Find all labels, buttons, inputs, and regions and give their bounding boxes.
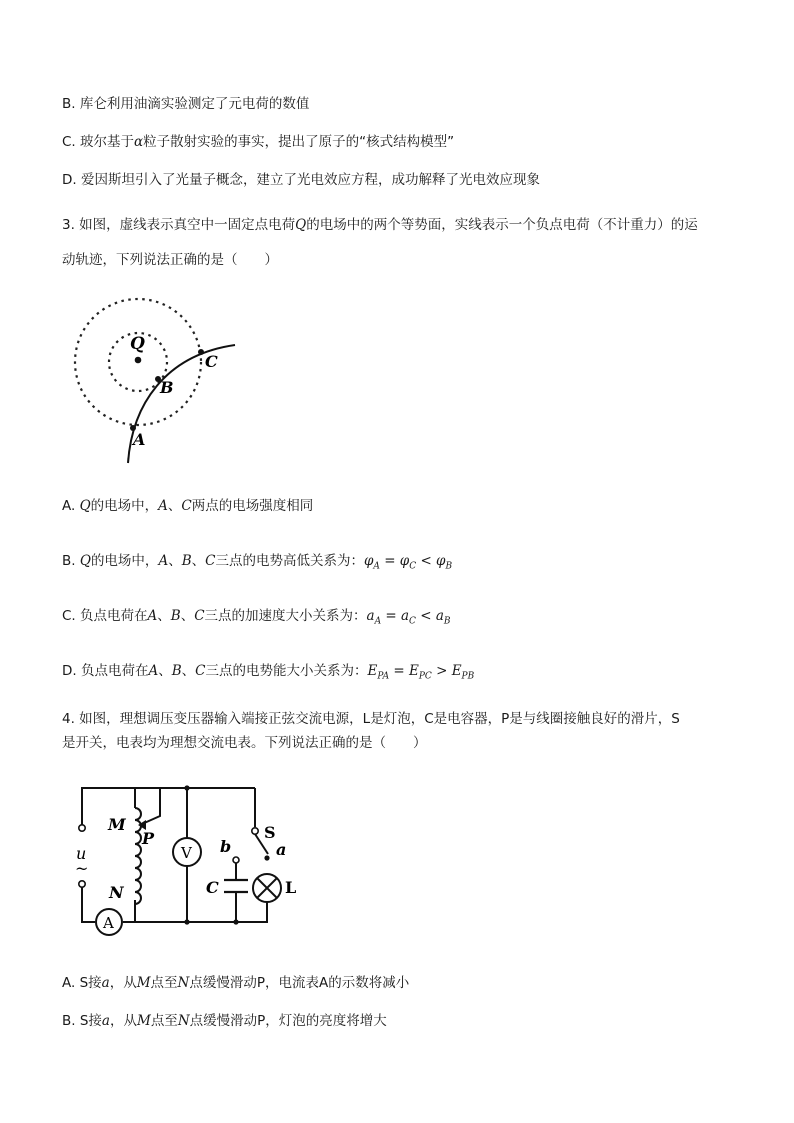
- q3-option-c: [62, 604, 451, 627]
- opt-prefix: A. S接: [62, 975, 102, 991]
- sub: PB: [461, 671, 475, 682]
- text: 、: [168, 553, 182, 569]
- sub: C: [409, 561, 417, 572]
- var-A: A: [158, 553, 169, 569]
- q2-option-b: B. 库仑利用油滴实验测定了元电荷的数值: [62, 96, 310, 112]
- q2-option-c-post: 粒子散射实验的事实，提出了原子的“核式结构模型”: [143, 134, 455, 150]
- alpha-symbol: α: [134, 134, 144, 150]
- q4-option-b: [62, 1009, 387, 1029]
- label-S: S: [264, 823, 276, 842]
- point-C: [198, 349, 204, 355]
- sub: PC: [418, 671, 432, 682]
- switch-pivot: [252, 828, 258, 834]
- junction-dot: [184, 785, 189, 790]
- junction-dot: [233, 919, 238, 924]
- q3-stem-Q: Q: [295, 217, 307, 233]
- sub: C: [409, 616, 416, 627]
- label-Q: Q: [130, 334, 145, 354]
- text: 、: [157, 608, 171, 624]
- q3-stem-line1: [62, 213, 698, 233]
- sub: A: [373, 561, 380, 572]
- var-A: A: [158, 498, 168, 514]
- text: 点至: [150, 975, 178, 991]
- label-L: L: [285, 878, 297, 897]
- text: 、: [180, 608, 195, 624]
- var-B: B: [170, 608, 181, 624]
- input-terminal-bottom: [79, 881, 85, 887]
- opt-prefix: D. 负点电荷在: [62, 663, 149, 679]
- var-C: C: [181, 498, 192, 514]
- text: 、: [191, 553, 206, 569]
- transformer-coil: [135, 808, 141, 904]
- label-C: C: [205, 352, 218, 371]
- text: 的电场中，: [90, 498, 159, 514]
- var-A: A: [148, 663, 159, 679]
- text: ，从: [109, 1013, 137, 1029]
- charge-Q-dot: [135, 357, 142, 364]
- q2-option-c-pre: C. 玻尔基于: [62, 134, 135, 150]
- text: 三点的电势高低关系为：: [215, 553, 364, 569]
- voltmeter-label: V: [181, 844, 192, 862]
- q4-circuit: [60, 780, 320, 945]
- relation: = φ: [379, 553, 410, 569]
- terminal-b: [233, 857, 239, 863]
- text: 点至: [150, 1013, 178, 1029]
- var-a: a: [101, 975, 110, 991]
- var-Q: Q: [79, 498, 91, 514]
- var-C: C: [195, 663, 206, 679]
- q3-stem-pre: 3. 如图，虚线表示真空中一固定点电荷: [62, 217, 296, 233]
- text: 三点的加速度大小关系为：: [204, 608, 367, 624]
- label-u: u: [76, 844, 87, 863]
- sub: B: [443, 616, 451, 627]
- sub: PA: [377, 671, 390, 682]
- label-C: C: [206, 878, 219, 897]
- q3-option-b: [62, 549, 452, 572]
- label-B: B: [160, 378, 174, 397]
- text: 点缓慢滑动P，灯泡的亮度将增大: [189, 1013, 387, 1029]
- label-P: P: [142, 829, 155, 848]
- q4-option-a: [62, 971, 409, 991]
- var-N: N: [177, 975, 190, 991]
- text: 、: [158, 663, 172, 679]
- relation: < φ: [416, 553, 446, 569]
- var-a: a: [101, 1013, 110, 1029]
- q3-stem-post: 的电场中的两个等势面，实线表示一个负点电荷（不计重力）的运: [306, 217, 698, 233]
- text: 两点的电场强度相同: [191, 498, 314, 514]
- label-M: M: [108, 815, 126, 834]
- relation: = E: [389, 663, 419, 679]
- label-a: a: [276, 840, 287, 859]
- energy-formula: [367, 663, 475, 682]
- a: a: [366, 608, 375, 624]
- opt-prefix: B. S接: [62, 1013, 102, 1029]
- text: 的电场中，: [90, 553, 159, 569]
- label-N: N: [109, 883, 124, 902]
- opt-prefix: C. 负点电荷在: [62, 608, 148, 624]
- q4-stem-line1: 4. 如图，理想调压变压器输入端接正弦交流电源，L是灯泡，C是电容器，P是与线圈接触良好的滑片，S: [62, 711, 680, 727]
- potential-formula: [363, 553, 453, 572]
- relation: < a: [415, 608, 444, 624]
- text: 三点的电势能大小关系为：: [205, 663, 368, 679]
- input-terminal-top: [79, 825, 85, 831]
- var-B: B: [171, 663, 182, 679]
- var-C: C: [194, 608, 205, 624]
- relation: = a: [381, 608, 410, 624]
- var-N: N: [177, 1013, 190, 1029]
- var-C: C: [205, 553, 216, 569]
- relation: > E: [431, 663, 462, 679]
- text: 、: [167, 498, 182, 514]
- q3-stem-line2: 动轨迹，下列说法正确的是（ ）: [62, 252, 278, 268]
- phi: φ: [363, 553, 374, 569]
- ammeter-label: A: [103, 914, 114, 932]
- text: 、: [181, 663, 196, 679]
- opt-prefix: B.: [62, 553, 80, 569]
- var-M: M: [136, 975, 151, 991]
- sub: A: [374, 616, 382, 627]
- label-A: A: [133, 430, 146, 449]
- opt-prefix: A.: [62, 498, 80, 514]
- junction-dot: [184, 919, 189, 924]
- terminal-a: [264, 855, 269, 860]
- q2-option-d: D. 爱因斯坦引入了光量子概念，建立了光电效应方程，成功解释了光电效应现象: [62, 172, 540, 188]
- q3-option-d: [62, 659, 474, 682]
- ac-symbol: ~: [75, 859, 89, 878]
- acceleration-formula: [366, 608, 451, 627]
- q2-option-c: [62, 130, 454, 150]
- sub: B: [445, 561, 453, 572]
- q3-option-a: [62, 494, 313, 514]
- var-A: A: [147, 608, 158, 624]
- label-b: b: [220, 837, 232, 856]
- E: E: [367, 663, 378, 679]
- q3-figure: [60, 285, 250, 470]
- text: ，从: [109, 975, 137, 991]
- text: 点缓慢滑动P，电流表A的示数将减小: [189, 975, 410, 991]
- var-Q: Q: [79, 553, 91, 569]
- var-B: B: [181, 553, 192, 569]
- var-M: M: [136, 1013, 151, 1029]
- q4-stem-line2: 是开关，电表均为理想交流电表。下列说法正确的是（ ）: [62, 735, 427, 751]
